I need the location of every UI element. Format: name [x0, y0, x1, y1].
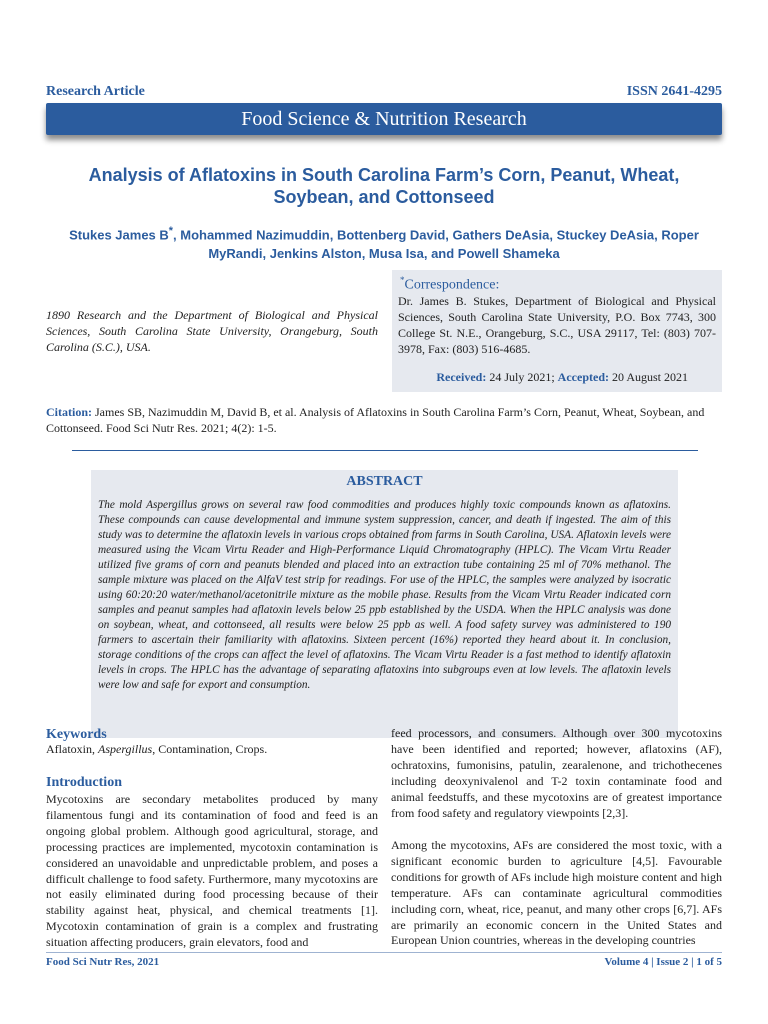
correspondence-box: [392, 270, 722, 392]
section-divider: [72, 450, 698, 451]
introduction-paragraph-1-continued: feed processors, and consumers. Although over 300 mycotoxins have been identified and reported; however, aflatoxins (AF), ochratoxins, fumonisins, patulin, zearalenone, and trichothecenes including deoxynivalenol and T-2 toxin contaminate food and animal feedstuffs, and these mycotoxins are of greatest importance from food safety and regulatory viewpoints [2,3].: [391, 726, 722, 820]
first-author: Stukes James B: [69, 227, 169, 243]
footer-page-info: Volume 4 | Issue 2 | 1 of 5: [604, 956, 722, 968]
citation: [46, 404, 722, 436]
citation-text: James SB, Nazimuddin M, David B, et al. Analysis of Aflatoxins in South Carolina Farm’s Corn, Peanut, Wheat, Soybean, and Cottonseed. Food Sci Nutr Res. 2021; 4(2): 1-5.: [46, 405, 705, 435]
accepted-label: Accepted:: [557, 370, 609, 384]
introduction-paragraph-2: Among the mycotoxins, AFs are considered the most toxic, with a significant economic burden to agriculture [4,5]. Favourable conditions for growth of AFs include high moisture content and high temperature. AFs can contaminate agricultural commodities including corn, wheat, rice, peanut, and many other crops [6,7]. AFs are primarily an economic concern in the United States and European Union countries, whereas in the developing countries: [391, 838, 722, 948]
correspondence-heading: [400, 275, 499, 294]
paper-title: Analysis of Aflatoxins in South Carolina Farm’s Corn, Peanut, Wheat, Soybean, and Cottonseed: [88, 165, 680, 207]
introduction-paragraph-1: Mycotoxins are secondary metabolites produced by many filamentous fungi and its contamination of food and feed is an ongoing global problem. Although good agricultural, storage, and processing practices are implemented, mycotoxin contamination is considered an unavoidable and unpredictable problem, and poses a difficult challenge to food safety. Furthermore, many mycotoxins are not easily eliminated during food processing because of their stability against heat, physical, and chemical treatments [1]. Mycotoxin contamination of grain is a complex and frustrating situation affecting producers, grain elevators, food and: [46, 792, 378, 950]
correspondence-heading-text: Correspondence:: [404, 277, 500, 293]
abstract-heading: ABSTRACT: [346, 474, 423, 489]
keywords-heading: Keywords: [46, 727, 107, 742]
keywords-text: [46, 742, 267, 757]
affiliation: 1890 Research and the Department of Biological and Physical Sciences, South Carolina State University, Orangeburg, South Carolina (S.C.), USA.: [46, 308, 378, 354]
received-date: 24 July 2021;: [486, 370, 558, 384]
author-list: [50, 222, 718, 263]
corresponding-mark: *: [168, 225, 174, 237]
introduction-heading: Introduction: [46, 775, 122, 790]
accepted-date: 20 August 2021: [608, 370, 688, 384]
abstract-box: [91, 470, 678, 738]
keywords-part-1: Aflatoxin,: [46, 742, 98, 756]
footer-journal: Food Sci Nutr Res, 2021: [46, 956, 160, 968]
citation-label: Citation:: [46, 405, 92, 419]
issn-label: ISSN 2641-4295: [626, 84, 722, 99]
keywords-italic: Aspergillus: [98, 742, 153, 756]
correspondence-mark: *: [400, 275, 405, 285]
received-label: Received:: [436, 370, 487, 384]
footer-divider: [46, 952, 722, 953]
article-type-label: Research Article: [46, 84, 145, 99]
journal-banner: Food Science & Nutrition Research: [46, 103, 722, 135]
keywords-part-2: , Contamination, Crops.: [152, 742, 268, 756]
abstract-text: The mold Aspergillus grows on several raw food commodities and produces highly toxic compounds known as aflatoxins. These compounds can cause developmental and immune system suppression, cancer, and death if ingested. The aim of this study was to determine the aflatoxin levels in various crops obtained from farms in South Carolina, USA. Aflatoxin levels were measured using the Vicam Virtu Reader and High-Performance Liquid Chromatography (HPLC). The Vicam Virtu Reader utilized five grams of corn and peanuts blended and placed into an extraction tube containing 25 ml of 70% methanol. The sample mixture was placed on the AlfaV test strip for readings. For use of the HPLC, the samples were analyzed by isocratic using 60:20:20 water/methanol/acetonitrile mixture as the mobile phase. Results from the Vicam Virtu Reader indicated corn samples and peanut samples had aflatoxin levels below 25 ppb established by the USDA. When the HPLC analysis was done on soybean, wheat, and cottonseed, all results were below 25 ppb as well. A food safety survey was administered to 190 farmers to ascertain their familiarity with aflatoxins. Sixteen percent (16%) reported they heard about it. In conclusion, storage conditions of the crops can affect the level of aflatoxins. The Vicam Virtu Reader is a fast method to identify aflatoxin levels in crops. The HPLC has the advantage of separating aflatoxins into subgroups even at low levels. The aflatoxin levels were low and safe for export and consumption.: [98, 499, 671, 691]
correspondence-text: Dr. James B. Stukes, Department of Biological and Physical Sciences, South Carolina State University, P.O. Box 7743, 300 College St. N.E., Orangeburg, S.C., USA 29117, Tel: (803) 707-3978, Fax: (803) 516-4685.: [398, 294, 716, 356]
other-authors: , Mohammed Nazimuddin, Bottenberg David, Gathers DeAsia, Stuckey DeAsia, Roper MyRandi, Jenkins Alston, Musa Isa, and Powell Shameka: [173, 227, 699, 262]
received-accepted-dates: [436, 370, 688, 385]
